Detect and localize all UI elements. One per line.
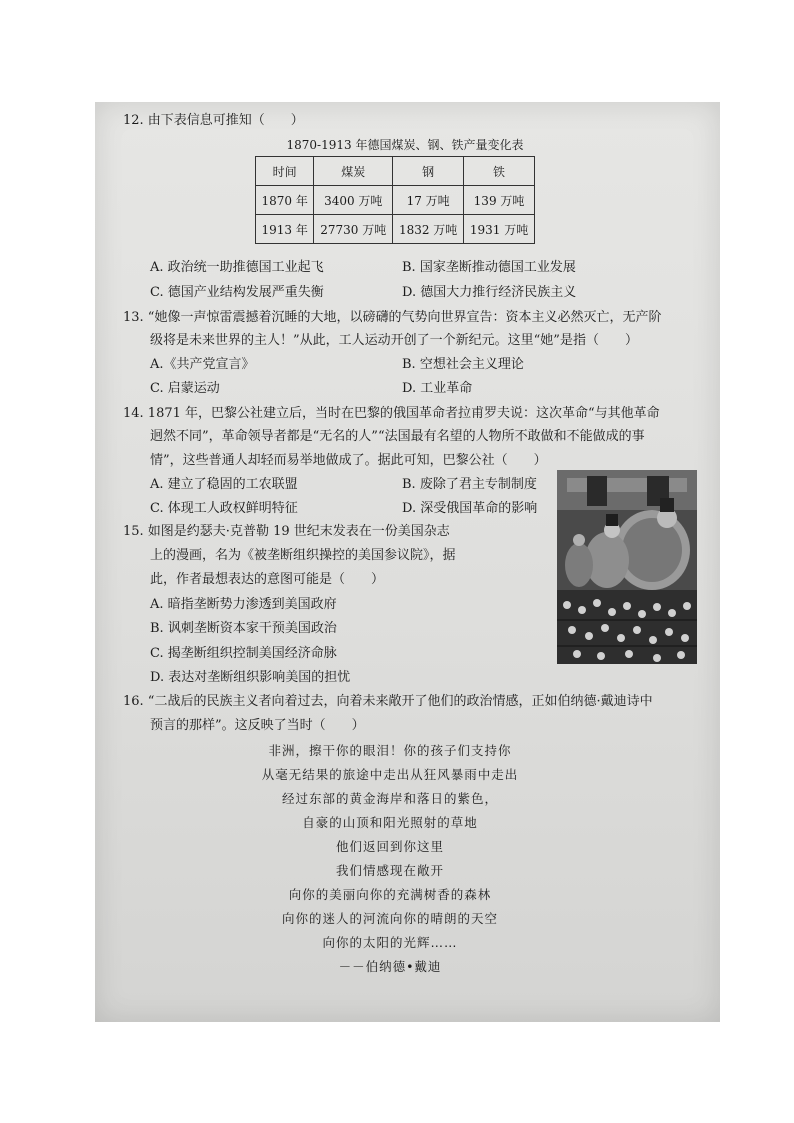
- q15-stem-line3: 此，作者最想表达的意图可能是（ ）: [150, 572, 385, 587]
- senate-cartoon-image: [557, 470, 697, 664]
- cartoon-drawing: [557, 470, 697, 664]
- header-coal: 煤炭: [314, 157, 393, 186]
- q14-stem-line1: 14. 1871 年，巴黎公社建立后，当时在巴黎的俄国革命者拉甫罗夫说：这次革命“与其他革命: [123, 406, 660, 421]
- q14-stem-line2: 迥然不同”，革命领导者都是“无名的人”“法国最有名望的人物所不敢做和不能做成的事: [150, 429, 645, 444]
- poem-line: 从毫无结果的旅途中走出从狂风暴雨中走出: [261, 767, 519, 782]
- table-cell: 27730 万吨: [314, 215, 393, 244]
- header-steel: 钢: [393, 157, 464, 186]
- q16-stem-line1: 16. “二战后的民族主义者向着过去，向着未来敞开了他们的政治情感，正如伯纳德·戴迪诗中: [123, 694, 653, 709]
- table-cell: 17 万吨: [393, 186, 464, 215]
- q12-option-d: D. 德国大力推行经济民族主义: [402, 285, 577, 300]
- q12-table-title: 1870-1913 年德国煤炭、钢、铁产量变化表: [286, 138, 524, 152]
- q15-stem-line2: 上的漫画，名为《被垄断组织操控的美国参议院》，据: [150, 548, 456, 563]
- q16-stem-line2: 预言的那样”。这反映了当时（ ）: [150, 718, 365, 733]
- table-row: [256, 186, 535, 215]
- poem-line: 他们返回到你这里: [335, 839, 444, 854]
- q15-option-a: A. 暗指垄断势力渗透到美国政府: [150, 597, 337, 612]
- q14-option-d: D. 深受俄国革命的影响: [402, 501, 538, 516]
- table-row: [256, 215, 535, 244]
- q12-option-c: C. 德国产业结构发展严重失衡: [150, 285, 324, 300]
- q13-option-d: D. 工业革命: [402, 381, 473, 396]
- table-cell: 1931 万吨: [464, 215, 535, 244]
- header-time: 时间: [256, 157, 314, 186]
- poem-author: －－伯纳德•戴迪: [338, 959, 442, 974]
- q13-option-c: C. 启蒙运动: [150, 381, 220, 396]
- poem-line: 我们情感现在敞开: [335, 863, 444, 878]
- q12-stem: 12. 由下表信息可推知（ ）: [123, 113, 304, 128]
- table-cell: 1870 年: [256, 186, 314, 215]
- q15-stem-line1: 15. 如图是约瑟夫·克普勒 19 世纪末发表在一份美国杂志: [123, 524, 450, 539]
- poem-line: 向你的太阳的光辉……: [322, 935, 458, 950]
- q13-stem-line1: 13. “她像一声惊雷震撼着沉睡的大地，以磅礴的气势向世界宣告：资本主义必然灭亡，无产阶: [123, 310, 662, 325]
- poem-line: 经过东部的黄金海岸和落日的紫色，: [281, 791, 498, 806]
- q14-option-c: C. 体现工人政权鲜明特征: [150, 501, 298, 516]
- q14-option-b: B. 废除了君主专制制度: [402, 477, 537, 492]
- q12-option-a: A. 政治统一助推德国工业起飞: [150, 260, 324, 275]
- table-cell: 139 万吨: [464, 186, 535, 215]
- q15-option-b: B. 讽刺垄断资本家干预美国政治: [150, 621, 337, 636]
- q12-option-b: B. 国家垄断推动德国工业发展: [402, 260, 576, 275]
- q13-option-a: A.《共产党宣言》: [150, 357, 255, 372]
- q15-option-d: D. 表达对垄断组织影响美国的担忧: [150, 670, 351, 685]
- table-cell: 3400 万吨: [314, 186, 393, 215]
- header-iron: 铁: [464, 157, 535, 186]
- q13-stem-line2: 级将是未来世界的主人！”从此，工人运动开创了一个新纪元。这里“她”是指（ ）: [150, 333, 638, 348]
- q13-option-b: B. 空想社会主义理论: [402, 357, 524, 372]
- q14-option-a: A. 建立了稳固的工农联盟: [150, 477, 298, 492]
- q14-stem-line3: 情”，这些普通人却轻而易举地做成了。据此可知，巴黎公社（ ）: [150, 453, 547, 468]
- poem-line: 向你的迷人的河流向你的晴朗的天空: [281, 911, 498, 926]
- poem-line: 自豪的山顶和阳光照射的草地: [302, 815, 478, 830]
- poem-line: 向你的美丽向你的充满树香的森林: [288, 887, 492, 902]
- table-cell: 1913 年: [256, 215, 314, 244]
- q15-option-c: C. 揭垄断组织控制美国经济命脉: [150, 646, 337, 661]
- table-header-row: [256, 157, 535, 186]
- poem-line: 非洲，擦干你的眼泪！你的孩子们支持你: [268, 743, 512, 758]
- q12-production-table: [255, 156, 535, 244]
- table-cell: 1832 万吨: [393, 215, 464, 244]
